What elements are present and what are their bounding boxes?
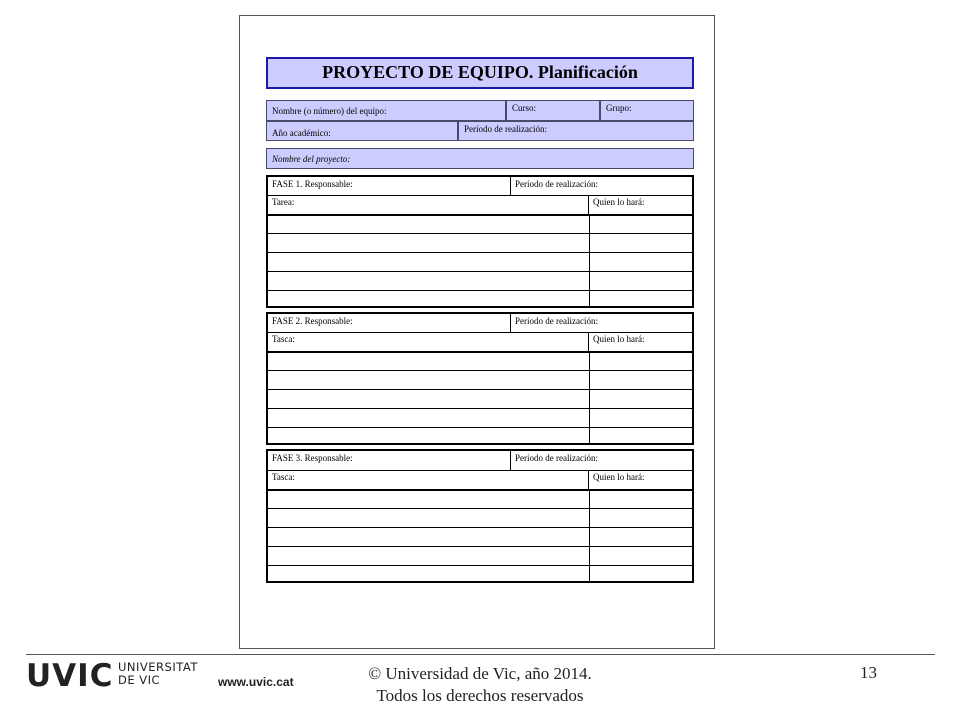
column-divider bbox=[589, 214, 590, 306]
website-link[interactable]: www.uvic.cat bbox=[218, 675, 294, 689]
phase-responsible-label: FASE 1. Responsable: bbox=[272, 179, 353, 189]
phase-header-row bbox=[268, 451, 692, 471]
team-name-label: Nombre (o número) del equipo: bbox=[272, 106, 387, 116]
task-row[interactable] bbox=[268, 351, 692, 371]
task-row[interactable] bbox=[268, 408, 692, 428]
column-divider bbox=[589, 489, 590, 581]
academic-year-label: Año académico: bbox=[272, 128, 331, 138]
phase-responsible-label: FASE 2. Responsable: bbox=[272, 316, 353, 326]
who-label: Quien lo hará: bbox=[593, 197, 645, 207]
uvic-logo-subtitle bbox=[118, 661, 198, 687]
task-label: Tasca: bbox=[272, 334, 295, 344]
who-header-cell bbox=[589, 332, 692, 351]
group-label: Grupo: bbox=[606, 103, 632, 113]
task-header-cell bbox=[268, 332, 589, 351]
who-header-cell bbox=[589, 470, 692, 489]
team-name-field[interactable] bbox=[266, 100, 506, 121]
task-row[interactable] bbox=[268, 389, 692, 409]
task-header-cell bbox=[268, 195, 589, 214]
period-label: Período de realización: bbox=[464, 124, 547, 134]
who-header-cell bbox=[589, 195, 692, 214]
group-field[interactable] bbox=[600, 100, 694, 121]
phase-1-table bbox=[266, 175, 694, 308]
task-row[interactable] bbox=[268, 508, 692, 528]
task-row[interactable] bbox=[268, 252, 692, 272]
project-name-label: Nombre del proyecto: bbox=[272, 154, 351, 164]
who-label: Quien lo hará: bbox=[593, 472, 645, 482]
logo-line-2: DE VIC bbox=[118, 673, 161, 687]
page-number: 13 bbox=[860, 663, 877, 682]
copyright-line-2: Todos los derechos reservados bbox=[376, 686, 584, 705]
phase-period-label: Período de realización: bbox=[515, 453, 598, 463]
copyright-notice bbox=[340, 663, 620, 707]
logo-line-1: UNIVERSITAT bbox=[118, 660, 198, 674]
phase-responsible-label: FASE 3. Responsable: bbox=[272, 453, 353, 463]
phase-period-cell[interactable] bbox=[511, 314, 692, 332]
period-field[interactable] bbox=[458, 121, 694, 141]
task-label: Tarea: bbox=[272, 197, 295, 207]
phase-3-table bbox=[266, 449, 694, 583]
task-row[interactable] bbox=[268, 233, 692, 253]
academic-year-field[interactable] bbox=[266, 121, 458, 141]
task-row[interactable] bbox=[268, 370, 692, 390]
task-row[interactable] bbox=[268, 214, 692, 234]
task-header-row bbox=[268, 332, 692, 353]
footer-divider bbox=[26, 654, 935, 655]
phase-2-table bbox=[266, 312, 694, 445]
phase-period-cell[interactable] bbox=[511, 177, 692, 195]
course-field[interactable] bbox=[506, 100, 600, 121]
phase-header-row bbox=[268, 177, 692, 196]
phase-header-row bbox=[268, 314, 692, 333]
task-row[interactable] bbox=[268, 271, 692, 291]
form-title: PROYECTO DE EQUIPO. Planificación bbox=[266, 57, 694, 89]
phase-responsible-cell[interactable] bbox=[268, 177, 511, 195]
project-name-field[interactable] bbox=[266, 148, 694, 169]
task-header-cell bbox=[268, 470, 589, 489]
task-label: Tasca: bbox=[272, 472, 295, 482]
phase-period-label: Período de realización: bbox=[515, 316, 598, 326]
column-divider bbox=[589, 351, 590, 443]
task-header-row bbox=[268, 195, 692, 216]
phase-period-cell[interactable] bbox=[511, 451, 692, 470]
task-row[interactable] bbox=[268, 489, 692, 509]
who-label: Quien lo hará: bbox=[593, 334, 645, 344]
task-row[interactable] bbox=[268, 527, 692, 547]
phase-period-label: Período de realización: bbox=[515, 179, 598, 189]
phase-responsible-cell[interactable] bbox=[268, 451, 511, 470]
task-row[interactable] bbox=[268, 546, 692, 566]
form-page bbox=[239, 15, 715, 649]
course-label: Curso: bbox=[512, 103, 537, 113]
copyright-line-1: © Universidad de Vic, año 2014. bbox=[368, 664, 592, 683]
phase-responsible-cell[interactable] bbox=[268, 314, 511, 332]
task-header-row bbox=[268, 470, 692, 491]
uvic-logo: UVIC bbox=[26, 658, 114, 694]
